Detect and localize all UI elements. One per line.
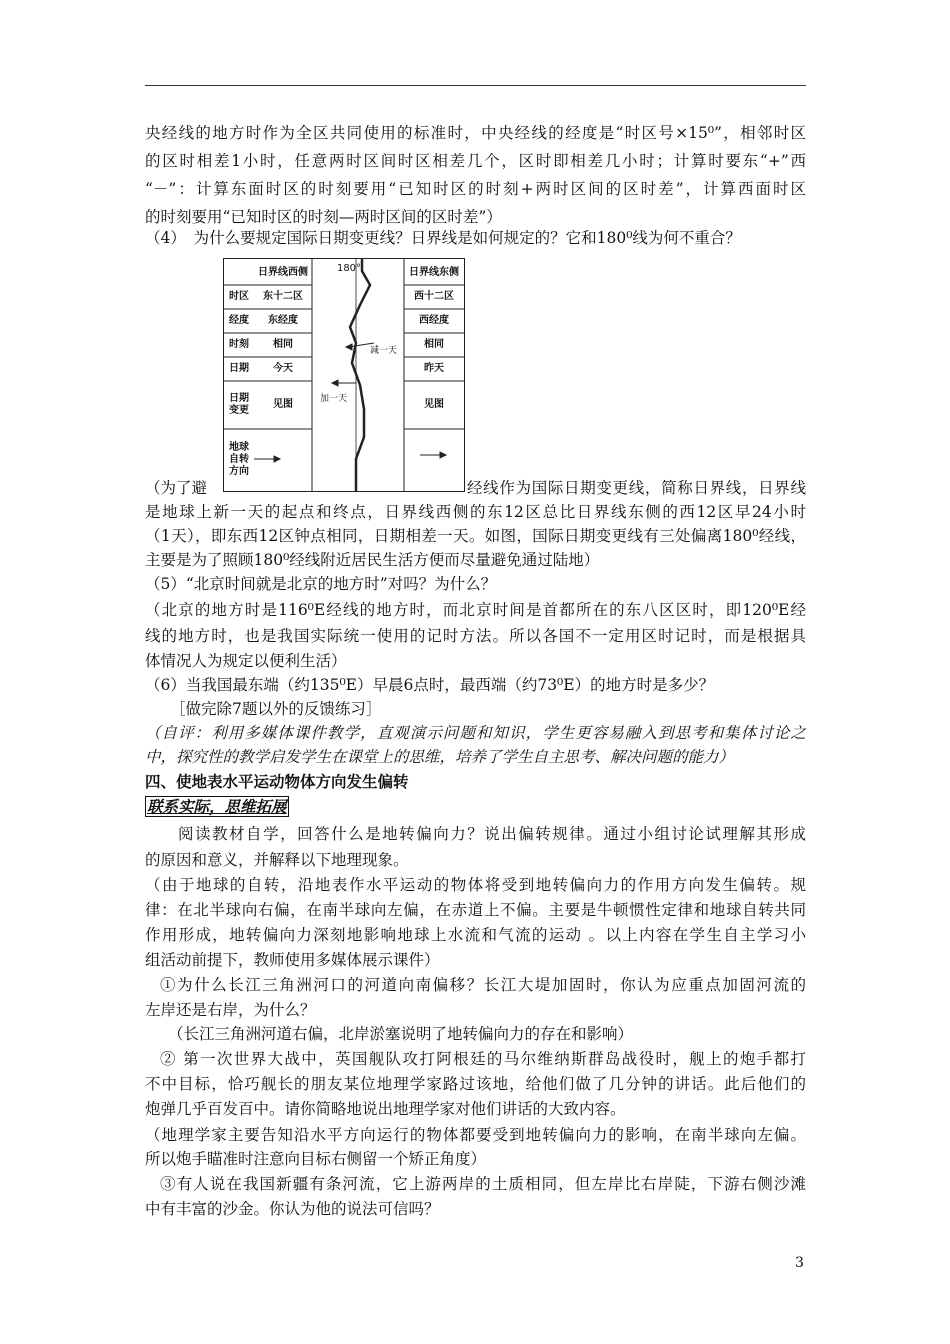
row-east: 西十二区 [414,291,454,302]
text-line: （为了避 [145,479,208,497]
row-west: 今天 [273,363,293,374]
text-line: 组活动前提下，教师使用多媒体展示课件） [145,951,440,969]
text-line: “－”：计算东面时区的时刻要用“已知时区的时刻+两时区间的区时差”，计算西面时区 [145,180,806,198]
plus-day-label: 加一天 [320,394,348,404]
text-line: 主要是为了照顾180⁰经线附近居民生活方便而尽量避免通过陆地） [145,551,600,569]
text-line: （由于地球的自转，沿地表作水平运动的物体将受到地转偏向力的作用方向发生偏转。规 [145,876,806,894]
row-label: 日期 [229,363,249,374]
row-label: 时区 [229,291,249,302]
row-east: 相同 [424,339,444,350]
self-evaluation: 中，探究性的教学启发学生在课堂上的思维，培养了学生自主思考、解决问题的能力） [145,748,735,766]
text-line: 的原因和意义，并解释以下地理现象。 [145,851,409,869]
text-line: 中有丰富的沙金。你认为他的说法可信吗？ [145,1200,440,1218]
text-line: 体情况人为规定以便利生活） [145,652,347,670]
row-east: 昨天 [424,363,444,374]
text-line: （1天），即东西12区钟点相同，日期相差一天。如图，国际日期变更线有三处偏离180⁰经线， [145,527,806,545]
text-line: ② 第一次世界大战中，英国舰队攻打阿根廷的马尔维纳斯群岛战役时，舰上的炮手都打 [160,1050,806,1068]
question-4: （4） 为什么要规定国际日期变更线？日界线是如何规定的？它和180⁰线为何不重合？ [145,229,741,247]
row-label: 经度 [229,315,249,326]
text-line: 经线作为国际日期变更线，简称日界线，日界线 [467,479,806,497]
text-line: 律：在北半球向右偏，在南半球向左偏，在赤道上不偏。主要是牛顿惯性定律和地球自转共同 [145,901,806,919]
row-west: 见图 [273,399,293,410]
text-line: 线的地方时，也是我国实际统一使用的记时方法。所以各国不一定用区时记时，而是根据具 [145,627,806,645]
row-label: 时刻 [229,339,249,350]
text-line: ［做完除7题以外的反馈练习］ [170,700,382,718]
text-line: （地理学家主要告知沿水平方向运行的物体都要受到地转偏向力的影响，在南半球向左偏。 [145,1126,806,1144]
section-heading: 四、使地表水平运动物体方向发生偏转 [145,773,409,791]
row-west: 东十二区 [263,291,303,302]
text-line: （长江三角洲河道右偏，北岸淤塞说明了地转偏向力的存在和影响） [168,1025,634,1043]
minus-day-label: 减一天 [370,346,398,356]
subheading-box [145,795,289,819]
row-label: 地球 自转 方向 [229,442,249,477]
text-line: 炮弹几乎百发百中。请你简略地说出地理学家对他们讲话的大致内容。 [145,1100,626,1118]
text-line: ③有人说在我国新疆有条河流，它上游两岸的土质相同，但左岸比右岸陡，下游右侧沙滩 [160,1175,806,1193]
text-line: 不中目标，恰巧舰长的朋友某位地理学家路过该地，给他们做了几分钟的讲话。此后他们的 [145,1075,806,1093]
question-5: （5）“北京时间就是北京的地方时”对吗？为什么？ [145,575,497,593]
subheading: 联系实际，思维拓展 [147,797,287,816]
text-line: ①为什么长江三角洲河口的河道向南偏移？长江大堤加固时，你认为应重点加固河流的 [160,976,806,994]
header-180: 180° [336,263,362,274]
page-number: 3 [795,1255,804,1271]
self-evaluation: （自评：利用多媒体课件教学，直观演示问题和知识，学生更容易融入到思考和集体讨论之 [145,724,806,742]
row-west: 东经度 [268,315,298,326]
header-east: 日界线东侧 [409,267,459,278]
text-line: 左岸还是右岸，为什么？ [145,1001,316,1019]
text-line: 所以炮手瞄准时注意向目标右侧留一个矫正角度） [145,1150,487,1168]
date-line-diagram [223,258,465,492]
row-east: 西经度 [419,315,449,326]
text-line: 的时刻要用“已知时区的时刻—两时区间的区时差”） [145,208,502,226]
text-line: 作用形成，地转偏向力深刻地影响地球上水流和气流的运动 。以上内容在学生自主学习小 [145,926,806,944]
question-6: （6）当我国最东端（约135⁰E）早晨6点时，最西端（约73⁰E）的地方时是多少？ [145,676,715,694]
row-east: 见图 [424,399,444,410]
row-west: 相同 [273,339,293,350]
header-rule [145,85,806,86]
text-line: 的区时相差1小时，任意两时区间时区相差几个，区时即相差几小时；计算时要东“+”西 [145,152,806,170]
text-line: 是地球上新一天的起点和终点，日界线西侧的东12区总比日界线东侧的西12区早24小时 [145,503,806,521]
header-west: 日界线西侧 [258,267,308,278]
text-line: 阅读教材自学，回答什么是地转偏向力？说出偏转规律。通过小组讨论试理解其形成 [178,825,806,843]
text-line: 央经线的地方时作为全区共同使用的标准时，中央经线的经度是“时区号×15⁰”，相邻时区 [145,124,806,142]
row-label: 日期 变更 [229,393,249,416]
text-line: （北京的地方时是116⁰E经线的地方时，而北京时间是首都所在的东八区区时，即120⁰E经 [145,601,806,619]
